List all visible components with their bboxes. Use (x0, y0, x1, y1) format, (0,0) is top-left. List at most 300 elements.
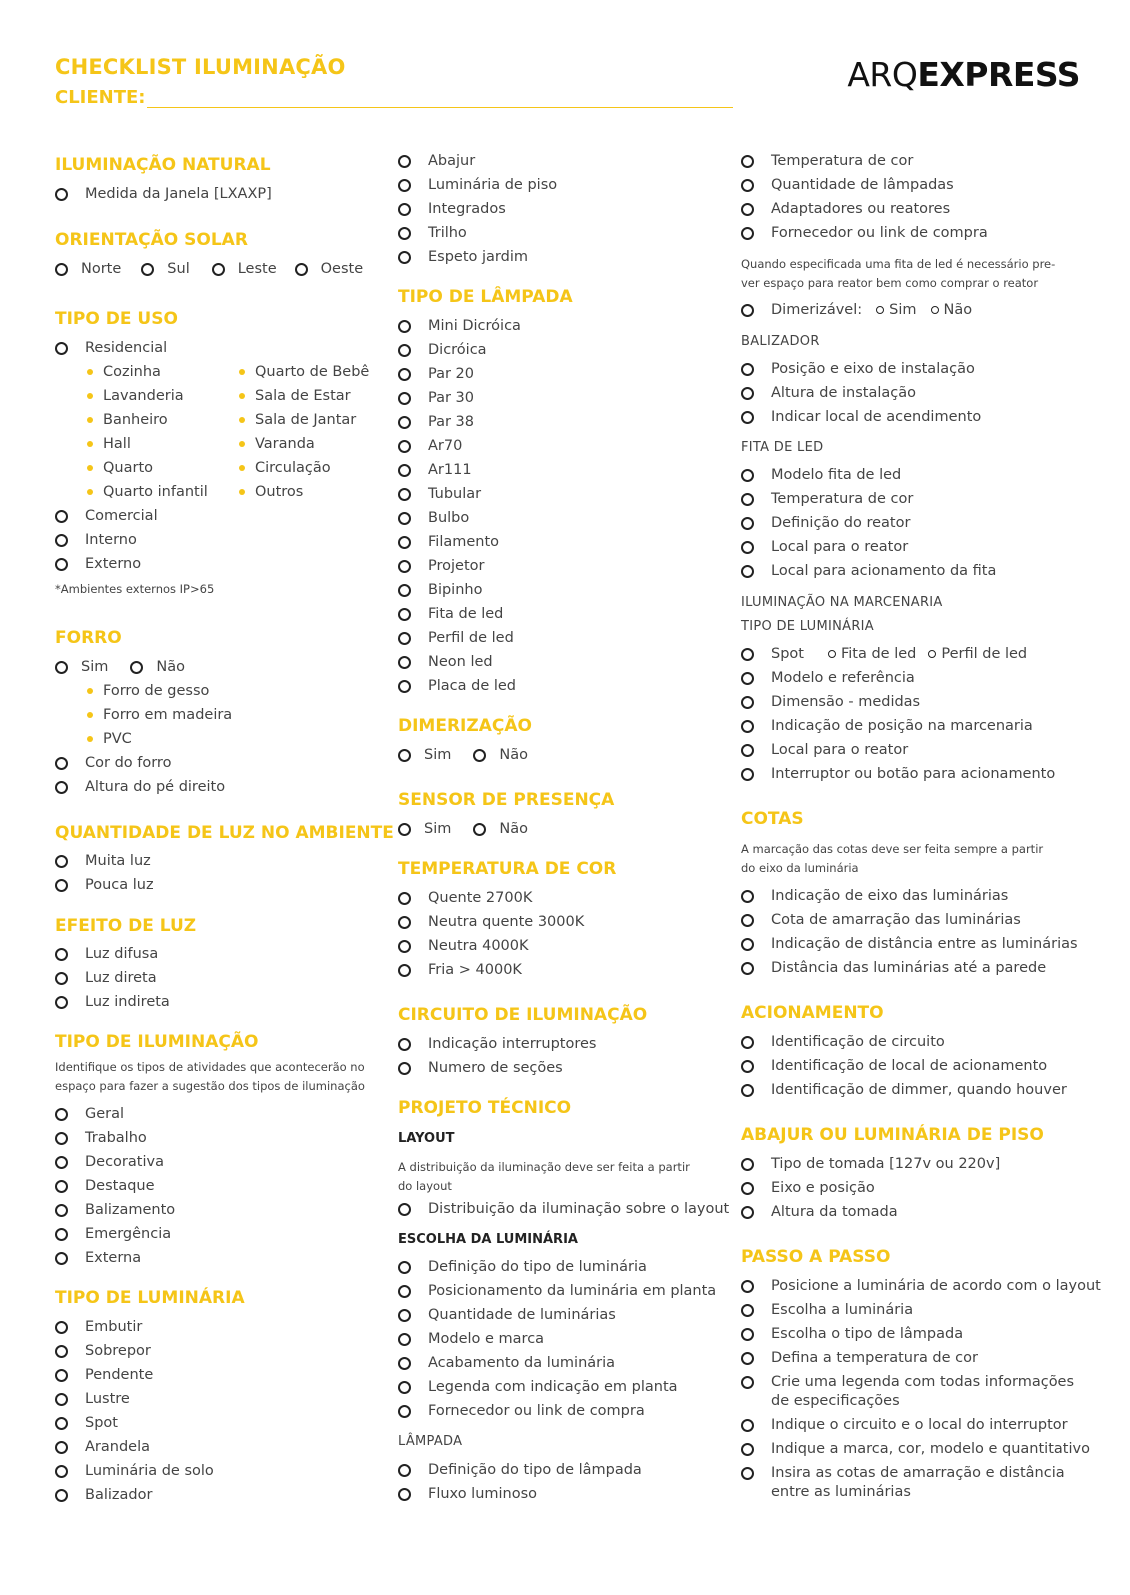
checkbox-circle-icon[interactable] (55, 188, 68, 201)
checkbox-circle-icon[interactable] (473, 749, 486, 762)
checklist-item[interactable] (398, 486, 481, 502)
checkbox-circle-icon[interactable] (398, 227, 411, 240)
checklist-item[interactable] (398, 1259, 647, 1275)
bullet-label: Circulação (255, 460, 331, 476)
bullet-item (239, 484, 303, 500)
checklist-item[interactable] (55, 532, 137, 548)
checkbox-circle-icon[interactable] (398, 1285, 411, 1298)
checklist-item[interactable] (55, 340, 167, 356)
checkbox-circle-icon[interactable] (741, 1443, 754, 1456)
checkbox-circle-icon[interactable] (141, 263, 154, 276)
checklist-item[interactable] (55, 970, 157, 986)
checkbox-circle-icon[interactable] (398, 251, 411, 264)
checkbox-circle-icon[interactable] (55, 1345, 68, 1358)
bullet-item (239, 388, 351, 404)
checkbox-circle-icon[interactable] (398, 1357, 411, 1370)
checklist-item[interactable] (741, 467, 901, 483)
checklist-item[interactable] (741, 409, 981, 425)
sensor-options (398, 821, 546, 837)
checklist-item[interactable] (741, 153, 913, 169)
item-label: Posição e eixo de instalação (771, 361, 975, 377)
checkbox-circle-icon[interactable] (741, 304, 754, 317)
checkbox-circle-icon[interactable] (741, 227, 754, 240)
checklist-item[interactable] (741, 936, 1078, 952)
checklist-item[interactable] (398, 1462, 642, 1478)
checkbox-circle-icon[interactable] (741, 155, 754, 168)
checklist-item[interactable] (398, 1307, 616, 1323)
checkbox-circle-icon[interactable] (741, 493, 754, 506)
checkbox-circle-icon[interactable] (55, 1441, 68, 1454)
checkbox-circle-icon[interactable] (398, 536, 411, 549)
item-label: Indicação interruptores (428, 1036, 597, 1052)
checklist-item[interactable] (398, 390, 474, 406)
checkbox-circle-icon[interactable] (741, 1206, 754, 1219)
bullet-item (87, 731, 132, 747)
item-label: Filamento (428, 534, 500, 550)
checkbox-circle-icon[interactable] (130, 661, 143, 674)
checkbox-circle-icon[interactable] (55, 1393, 68, 1406)
bullet-item (87, 707, 232, 723)
bullet-item (239, 364, 369, 380)
section-title-temperatura: TEMPERATURA DE COR (398, 859, 617, 879)
checklist-item[interactable] (741, 912, 1021, 928)
checkbox-circle-icon[interactable] (398, 179, 411, 192)
checkbox-circle-icon[interactable] (398, 1038, 411, 1051)
bullet-dot-icon (87, 489, 93, 495)
checkbox-circle-icon[interactable] (212, 263, 225, 276)
checklist-item[interactable] (398, 678, 516, 694)
bullet-label: Hall (103, 436, 131, 452)
checklist-item-continuation: entre as luminárias (771, 1484, 911, 1500)
checkbox-circle-icon[interactable] (55, 1252, 68, 1265)
checklist-item[interactable] (55, 1343, 151, 1359)
checkbox-circle-icon[interactable] (398, 584, 411, 597)
checkbox-circle-icon[interactable] (741, 1352, 754, 1365)
item-label: Destaque (85, 1178, 155, 1194)
checklist-item[interactable] (398, 558, 484, 574)
checkbox-circle-icon[interactable] (55, 263, 68, 276)
small-circle-icon[interactable] (928, 650, 936, 658)
checklist-item[interactable] (398, 890, 532, 906)
section-title-acionamento: ACIONAMENTO (741, 1003, 884, 1023)
checkbox-circle-icon[interactable] (741, 1182, 754, 1195)
small-circle-icon[interactable] (828, 650, 836, 658)
item-label: Distância das luminárias até a parede (771, 960, 1047, 976)
checkbox-circle-icon[interactable] (741, 1376, 754, 1389)
item-label: Modelo e marca (428, 1331, 545, 1347)
item-label: Escolha a luminária (771, 1302, 914, 1318)
bullet-label: Quarto infantil (103, 484, 208, 500)
checklist-item[interactable] (741, 201, 950, 217)
checkbox-circle-icon[interactable] (55, 757, 68, 770)
forro-options (55, 659, 203, 675)
item-label: Perfil de led (428, 630, 514, 646)
checkbox-circle-icon[interactable] (741, 720, 754, 733)
option-label: Perfil de led (941, 646, 1028, 662)
checklist-item[interactable] (741, 670, 915, 686)
checkbox-circle-icon[interactable] (741, 363, 754, 376)
checklist-item[interactable] (55, 508, 158, 524)
checklist-item[interactable] (741, 1465, 1065, 1481)
checkbox-circle-icon[interactable] (398, 155, 411, 168)
checkbox-circle-icon[interactable] (398, 1062, 411, 1075)
section-note: do layout (398, 1179, 452, 1193)
checklist-item[interactable] (398, 1060, 563, 1076)
checkbox-circle-icon[interactable] (55, 1204, 68, 1217)
small-circle-icon[interactable] (876, 306, 884, 314)
checkbox-circle-icon[interactable] (741, 744, 754, 757)
checkbox-circle-icon[interactable] (55, 879, 68, 892)
section-title-sensor: SENSOR DE PRESENÇA (398, 790, 615, 810)
item-label: Quantidade de lâmpadas (771, 177, 954, 193)
checklist-item[interactable] (398, 1331, 544, 1347)
subsection-tipo-luminaria: TIPO DE LUMINÁRIA (741, 619, 874, 634)
checkbox-circle-icon[interactable] (398, 1261, 411, 1274)
checklist-item[interactable] (398, 606, 503, 622)
checkbox-circle-icon[interactable] (55, 1465, 68, 1478)
item-label: Modelo e referência (771, 670, 915, 686)
bullet-item (87, 484, 208, 500)
item-label: Abajur (428, 153, 476, 169)
checklist-item[interactable] (741, 491, 913, 507)
checklist-item[interactable] (398, 1201, 729, 1217)
checklist-item[interactable] (55, 1439, 150, 1455)
checkbox-circle-icon[interactable] (398, 488, 411, 501)
subsection-lampada: LÂMPADA (398, 1434, 463, 1449)
checkbox-circle-icon[interactable] (741, 890, 754, 903)
item-label: Eixo e posição (771, 1180, 875, 1196)
item-label: Luz difusa (85, 946, 159, 962)
checklist-item[interactable] (741, 960, 1046, 976)
item-label: Identificação de local de acionamento (771, 1058, 1048, 1074)
checkbox-circle-icon[interactable] (741, 938, 754, 951)
checkbox-circle-icon[interactable] (741, 1419, 754, 1432)
checklist-item[interactable] (55, 946, 158, 962)
client-input-line[interactable] (147, 107, 733, 108)
checkbox-circle-icon[interactable] (741, 1158, 754, 1171)
item-label: Tipo de tomada [127v ou 220v] (771, 1156, 1001, 1172)
checklist-item[interactable] (398, 153, 475, 169)
checkbox-circle-icon[interactable] (741, 565, 754, 578)
bullet-item (87, 683, 209, 699)
item-label: Pouca luz (85, 877, 154, 893)
bullet-item (87, 364, 161, 380)
checklist-item[interactable] (741, 888, 1008, 904)
checklist-item[interactable] (398, 342, 487, 358)
checkbox-circle-icon[interactable] (398, 464, 411, 477)
item-label: Embutir (85, 1319, 143, 1335)
bullet-label: Varanda (255, 436, 315, 452)
bullet-label: Forro em madeira (103, 707, 233, 723)
item-label: Altura da tomada (771, 1204, 898, 1220)
checklist-item[interactable] (741, 1082, 1067, 1098)
bullet-dot-icon (87, 417, 93, 423)
item-label: Temperatura de cor (771, 491, 914, 507)
item-label: Altura de instalação (771, 385, 916, 401)
checkbox-circle-icon[interactable] (55, 1156, 68, 1169)
section-title-circuito: CIRCUITO DE ILUMINAÇÃO (398, 1005, 648, 1025)
checkbox-circle-icon[interactable] (398, 368, 411, 381)
section-title-quantidade: QUANTIDADE DE LUZ NO AMBIENTE (55, 823, 394, 843)
checklist-item[interactable] (398, 462, 472, 478)
checklist-item[interactable] (55, 1226, 171, 1242)
checklist-item[interactable] (55, 1178, 155, 1194)
checkbox-circle-icon[interactable] (398, 680, 411, 693)
checklist-item[interactable] (741, 361, 975, 377)
checkbox-circle-icon[interactable] (741, 179, 754, 192)
checklist-item[interactable] (741, 1417, 1068, 1433)
checkbox-circle-icon[interactable] (398, 416, 411, 429)
checkbox-circle-icon[interactable] (398, 344, 411, 357)
checklist-item[interactable] (55, 1391, 130, 1407)
checkbox-circle-icon[interactable] (741, 962, 754, 975)
checklist-item[interactable] (55, 1463, 214, 1479)
checklist-item[interactable] (55, 1106, 124, 1122)
checkbox-circle-icon[interactable] (741, 411, 754, 424)
checkbox-circle-icon[interactable] (741, 517, 754, 530)
checkbox-circle-icon[interactable] (398, 940, 411, 953)
checklist-item[interactable] (55, 755, 171, 771)
section-title-forro: FORRO (55, 628, 122, 648)
section-title-abajur: ABAJUR OU LUMINÁRIA DE PISO (741, 1125, 1044, 1145)
checkbox-circle-icon[interactable] (741, 1304, 754, 1317)
checklist-item[interactable] (398, 510, 469, 526)
checklist-item[interactable] (741, 1374, 1074, 1390)
item-label: Mini Dicróica (428, 318, 521, 334)
bullet-dot-icon (87, 712, 93, 718)
item-label: Par 38 (428, 414, 474, 430)
checklist-item[interactable] (398, 654, 493, 670)
checklist-item[interactable] (398, 249, 528, 265)
item-label: Neon led (428, 654, 493, 670)
subsection-escolha: ESCOLHA DA LUMINÁRIA (398, 1232, 578, 1247)
checklist-item[interactable] (741, 742, 908, 758)
item-label: Externo (85, 556, 142, 572)
checkbox-circle-icon[interactable] (398, 392, 411, 405)
checklist-item[interactable] (741, 177, 954, 193)
checkbox-circle-icon[interactable] (55, 342, 68, 355)
checkbox-circle-icon[interactable] (398, 1309, 411, 1322)
checkbox-circle-icon[interactable] (398, 1488, 411, 1501)
checkbox-circle-icon[interactable] (741, 203, 754, 216)
checklist-item[interactable] (55, 877, 154, 893)
checkbox-circle-icon[interactable] (398, 916, 411, 929)
checklist-item[interactable] (398, 914, 584, 930)
checkbox-circle-icon[interactable] (55, 1369, 68, 1382)
checkbox-circle-icon[interactable] (398, 512, 411, 525)
checklist-item[interactable] (398, 962, 522, 978)
checkbox-circle-icon[interactable] (398, 1333, 411, 1346)
checkbox-circle-icon[interactable] (398, 749, 411, 762)
checklist-item[interactable] (398, 1403, 645, 1419)
bullet-dot-icon (87, 736, 93, 742)
checklist-item[interactable] (55, 556, 141, 572)
checkbox-circle-icon[interactable] (55, 1489, 68, 1502)
checklist-item[interactable] (741, 766, 1055, 782)
checklist-item[interactable] (55, 1130, 147, 1146)
checklist-item[interactable] (398, 630, 514, 646)
item-label: Temperatura de cor (771, 153, 914, 169)
checklist-item[interactable] (741, 1034, 945, 1050)
small-circle-icon[interactable] (931, 306, 939, 314)
checkbox-circle-icon[interactable] (741, 1036, 754, 1049)
checklist-item[interactable] (55, 186, 272, 202)
checklist-item[interactable] (55, 779, 225, 795)
item-label: Trilho (428, 225, 467, 241)
checklist-item[interactable] (398, 318, 521, 334)
checkbox-circle-icon[interactable] (398, 203, 411, 216)
checklist-item[interactable] (741, 1441, 1090, 1457)
checkbox-circle-icon[interactable] (741, 541, 754, 554)
checkbox-circle-icon[interactable] (398, 320, 411, 333)
checklist-item[interactable] (741, 563, 996, 579)
checklist-item[interactable] (398, 438, 462, 454)
section-title-natural: ILUMINAÇÃO NATURAL (55, 155, 271, 175)
checkbox-circle-icon[interactable] (741, 1060, 754, 1073)
checklist-item[interactable] (55, 994, 170, 1010)
checklist-item[interactable] (398, 414, 474, 430)
section-note: Identifique os tipos de atividades que acontecerão no (55, 1060, 365, 1074)
checkbox-circle-icon[interactable] (55, 558, 68, 571)
checkbox-circle-icon[interactable] (741, 469, 754, 482)
checklist-item[interactable] (55, 1487, 152, 1503)
checkbox-circle-icon[interactable] (55, 661, 68, 674)
bullet-dot-icon (87, 393, 93, 399)
checkbox-circle-icon[interactable] (398, 892, 411, 905)
checkbox-circle-icon[interactable] (398, 1464, 411, 1477)
checklist-item[interactable] (398, 225, 467, 241)
item-label: Luminária de piso (428, 177, 558, 193)
checkbox-circle-icon[interactable] (55, 781, 68, 794)
checkbox-circle-icon[interactable] (398, 440, 411, 453)
item-label: Quente 2700K (428, 890, 533, 906)
checklist-item[interactable] (741, 1302, 913, 1318)
checkbox-circle-icon[interactable] (55, 1417, 68, 1430)
checkbox-circle-icon[interactable] (55, 1228, 68, 1241)
checklist-item[interactable] (398, 177, 557, 193)
checkbox-circle-icon[interactable] (741, 1328, 754, 1341)
checklist-item[interactable] (741, 1180, 875, 1196)
item-label: Luz indireta (85, 994, 170, 1010)
item-label: Crie uma legenda com todas informações (771, 1374, 1075, 1390)
checkbox-circle-icon[interactable] (398, 823, 411, 836)
item-label: Dicróica (428, 342, 487, 358)
checkbox-circle-icon[interactable] (55, 948, 68, 961)
checklist-item[interactable] (55, 853, 151, 869)
checklist-item[interactable] (398, 534, 499, 550)
checklist-item[interactable] (55, 1415, 118, 1431)
item-label: Definição do tipo de luminária (428, 1259, 647, 1275)
checkbox-circle-icon[interactable] (55, 855, 68, 868)
checkbox-circle-icon[interactable] (55, 1132, 68, 1145)
checkbox-circle-icon[interactable] (741, 1084, 754, 1097)
checklist-item[interactable] (741, 694, 920, 710)
logo (847, 55, 1080, 94)
checkbox-circle-icon[interactable] (398, 1203, 411, 1216)
bullet-dot-icon (87, 465, 93, 471)
item-label: Integrados (428, 201, 506, 217)
checklist-item[interactable] (741, 1278, 1101, 1294)
checklist-item[interactable] (398, 201, 506, 217)
checklist-item[interactable] (55, 1319, 142, 1335)
checklist-item[interactable] (741, 1156, 1000, 1172)
checklist-item[interactable] (55, 1367, 153, 1383)
checkbox-circle-icon[interactable] (741, 768, 754, 781)
option-label: Sim (424, 821, 452, 837)
checkbox-circle-icon[interactable] (398, 1381, 411, 1394)
checklist-item[interactable] (741, 1326, 963, 1342)
checklist-item[interactable] (741, 515, 910, 531)
checklist-item[interactable] (741, 1350, 978, 1366)
checklist-item[interactable] (741, 1204, 898, 1220)
item-label: Modelo fita de led (771, 467, 902, 483)
checklist-item[interactable] (741, 718, 1033, 734)
section-note: do eixo da luminária (741, 861, 859, 875)
checkbox-circle-icon[interactable] (55, 972, 68, 985)
checkbox-circle-icon[interactable] (473, 823, 486, 836)
checkbox-circle-icon[interactable] (741, 914, 754, 927)
checklist-item[interactable] (398, 582, 482, 598)
checklist-item[interactable] (398, 1036, 596, 1052)
checklist-item[interactable] (741, 539, 908, 555)
checklist-item[interactable] (398, 1355, 615, 1371)
checkbox-circle-icon[interactable] (741, 1467, 754, 1480)
checkbox-circle-icon[interactable] (55, 1321, 68, 1334)
item-label: Luz direta (85, 970, 157, 986)
item-label: Decorativa (85, 1154, 164, 1170)
checklist-item[interactable] (55, 1250, 141, 1266)
option-label: Sim (424, 747, 452, 763)
option-label: Sul (167, 261, 190, 277)
item-label: Fita de led (428, 606, 504, 622)
item-label: Externa (85, 1250, 142, 1266)
checkbox-circle-icon[interactable] (398, 632, 411, 645)
bullet-dot-icon (87, 441, 93, 447)
checkbox-circle-icon[interactable] (741, 387, 754, 400)
checkbox-circle-icon[interactable] (741, 648, 754, 661)
section-title-solar: ORIENTAÇÃO SOLAR (55, 230, 248, 250)
section-title-tipo-iluminacao: TIPO DE ILUMINAÇÃO (55, 1032, 259, 1052)
checkbox-circle-icon[interactable] (295, 263, 308, 276)
checkbox-circle-icon[interactable] (398, 1405, 411, 1418)
checklist-item[interactable] (398, 366, 474, 382)
checklist-item[interactable] (55, 1154, 164, 1170)
checkbox-circle-icon[interactable] (741, 672, 754, 685)
checkbox-circle-icon[interactable] (55, 1108, 68, 1121)
checkbox-circle-icon[interactable] (55, 534, 68, 547)
checklist-item[interactable] (398, 938, 529, 954)
checkbox-circle-icon[interactable] (398, 964, 411, 977)
checklist-item[interactable] (741, 225, 988, 241)
checkbox-circle-icon[interactable] (55, 1180, 68, 1193)
checkbox-circle-icon[interactable] (398, 656, 411, 669)
checklist-item[interactable] (55, 1202, 175, 1218)
checklist-item[interactable] (741, 1058, 1047, 1074)
checklist-item[interactable] (398, 1486, 537, 1502)
checkbox-circle-icon[interactable] (55, 510, 68, 523)
item-label: Fornecedor ou link de compra (771, 225, 988, 241)
checkbox-circle-icon[interactable] (741, 1280, 754, 1293)
checkbox-circle-icon[interactable] (741, 696, 754, 709)
checklist-item[interactable] (398, 1283, 716, 1299)
section-title-uso: TIPO DE USO (55, 309, 178, 329)
checkbox-circle-icon[interactable] (398, 608, 411, 621)
checkbox-circle-icon[interactable] (398, 560, 411, 573)
checklist-item[interactable] (741, 385, 916, 401)
bullet-label: Quarto (103, 460, 154, 476)
checklist-item[interactable] (398, 1379, 678, 1395)
checkbox-circle-icon[interactable] (55, 996, 68, 1009)
